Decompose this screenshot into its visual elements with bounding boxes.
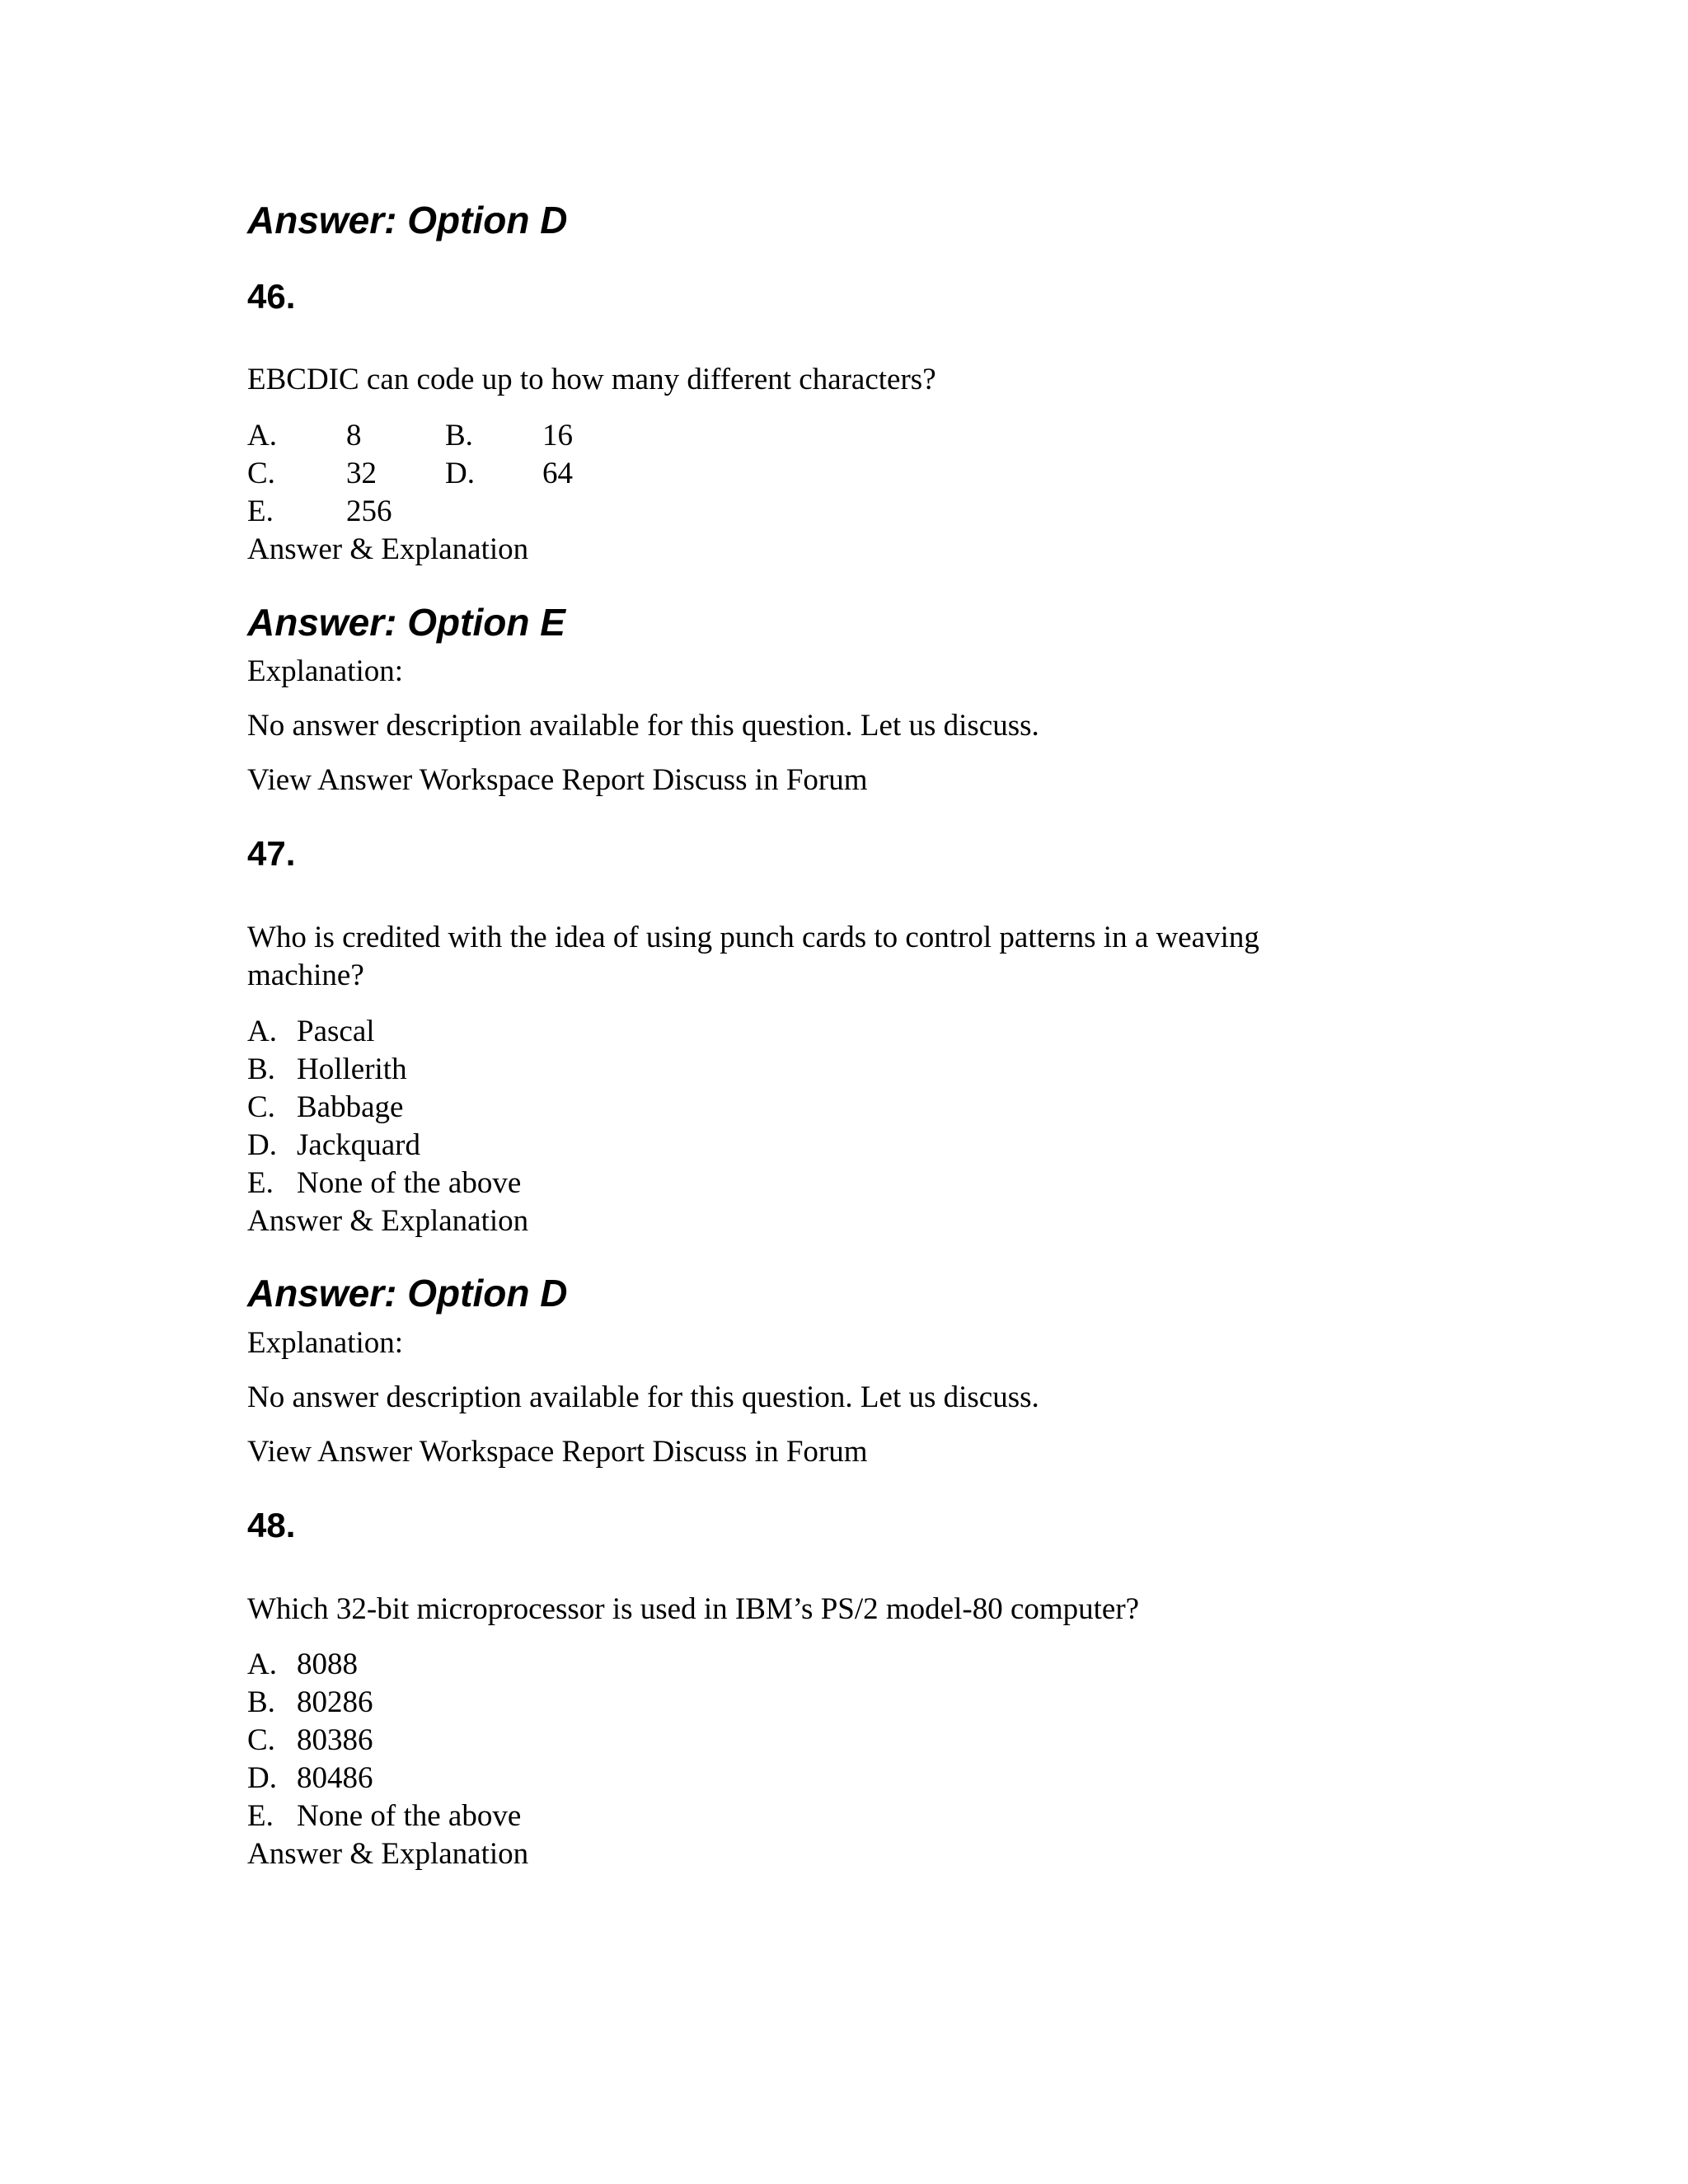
option-item xyxy=(247,1722,373,1760)
option-letter: E. xyxy=(247,1799,274,1833)
option-text: 80386 xyxy=(297,1723,373,1757)
answer-explanation-link[interactable]: Answer & Explanation xyxy=(247,1837,529,1871)
option-letter: B. xyxy=(247,1052,275,1086)
question-number: 47. xyxy=(247,834,296,873)
option-letter: B. xyxy=(445,419,473,452)
option-letter: E. xyxy=(247,1166,274,1200)
option-item xyxy=(247,1760,373,1797)
option-text: Pascal xyxy=(297,1015,375,1048)
option-text: Hollerith xyxy=(297,1052,407,1086)
option-text: None of the above xyxy=(297,1799,522,1833)
option-item xyxy=(247,1051,407,1089)
option-text: Jackquard xyxy=(297,1128,420,1162)
option-letter: D. xyxy=(247,1761,277,1795)
option-text: None of the above xyxy=(297,1166,522,1200)
option-text: 256 xyxy=(346,494,392,528)
question-text: Which 32-bit microprocessor is used in IBM’s PS/2 model-80 computer? xyxy=(247,1592,1140,1626)
option-letter: C. xyxy=(247,1723,275,1757)
explanation-text: No answer description available for this question. Let us discuss. xyxy=(247,1380,1039,1414)
explanation-label: Explanation: xyxy=(247,654,404,688)
option-letter: D. xyxy=(247,1128,277,1162)
question-number: 46. xyxy=(247,277,296,316)
option-text: 16 xyxy=(542,419,573,452)
answer-links[interactable]: View Answer Workspace Report Discuss in Forum xyxy=(247,763,868,797)
option-text: 8 xyxy=(346,419,362,452)
option-item xyxy=(247,1089,403,1127)
document-page xyxy=(247,0,1484,2184)
option-letter: C. xyxy=(247,1090,275,1124)
option-letter: A. xyxy=(247,419,277,452)
option-text: 80286 xyxy=(297,1685,373,1719)
option-text: 8088 xyxy=(297,1647,358,1681)
option-letter: D. xyxy=(445,457,475,490)
option-text: 80486 xyxy=(297,1761,373,1795)
option-item xyxy=(247,1127,420,1165)
option-text: 64 xyxy=(542,457,573,490)
answer-links[interactable]: View Answer Workspace Report Discuss in Forum xyxy=(247,1435,868,1469)
answer-explanation-link[interactable]: Answer & Explanation xyxy=(247,1204,529,1238)
answer-heading: Answer: Option E xyxy=(247,601,565,644)
option-text: 32 xyxy=(346,457,377,490)
question-text: EBCDIC can code up to how many different characters? xyxy=(247,363,936,396)
option-item xyxy=(247,1013,375,1051)
option-item xyxy=(247,1165,521,1202)
option-letter: B. xyxy=(247,1685,275,1719)
option-letter: E. xyxy=(247,494,274,528)
explanation-label: Explanation: xyxy=(247,1326,404,1360)
answer-heading: Answer: Option D xyxy=(247,199,568,241)
answer-explanation-link[interactable]: Answer & Explanation xyxy=(247,532,529,566)
option-item xyxy=(247,1684,373,1722)
option-item xyxy=(247,1797,521,1835)
option-letter: A. xyxy=(247,1015,277,1048)
question-text: Who is credited with the idea of using punch cards to control patterns in a weaving machine? xyxy=(247,921,1259,992)
option-text: Babbage xyxy=(297,1090,404,1124)
option-item xyxy=(247,1646,358,1684)
question-number: 48. xyxy=(247,1506,296,1544)
explanation-text: No answer description available for this question. Let us discuss. xyxy=(247,709,1039,743)
answer-heading: Answer: Option D xyxy=(247,1272,568,1315)
option-letter: C. xyxy=(247,457,275,490)
option-letter: A. xyxy=(247,1647,277,1681)
